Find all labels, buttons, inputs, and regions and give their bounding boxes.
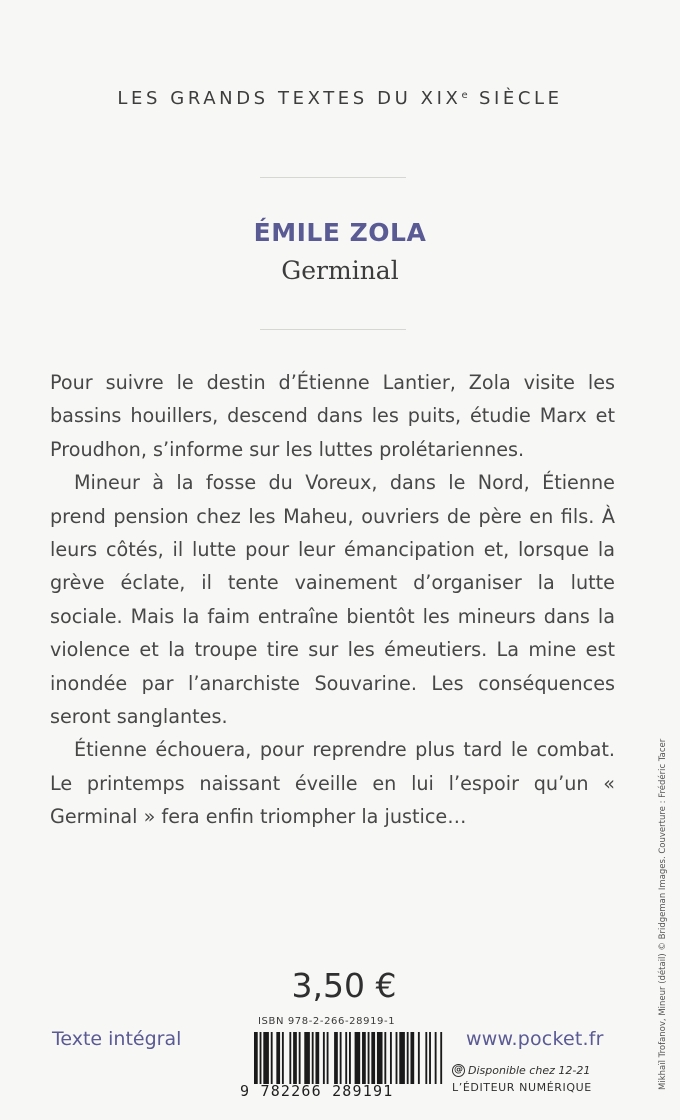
barcode xyxy=(254,1032,444,1084)
barcode-bar xyxy=(418,1032,420,1084)
series-title-text-after: SIÈCLE xyxy=(478,88,563,109)
publisher-website[interactable]: www.pocket.fr xyxy=(466,1028,604,1050)
barcode-bar xyxy=(345,1032,347,1084)
isbn: ISBN 978-2-266-28919-1 xyxy=(258,1016,396,1027)
barcode-bar xyxy=(362,1032,366,1084)
cover-credit: Mikhaïl Trofanov, Mineur (détail) © Bridgeman Images. Couverture : Frédéric Tacer xyxy=(658,738,668,1090)
barcode-bar xyxy=(334,1032,338,1084)
barcode-bar xyxy=(371,1032,375,1084)
series-title xyxy=(0,88,680,109)
blurb xyxy=(50,366,615,834)
barcode-bar xyxy=(355,1032,361,1084)
barcode-bar xyxy=(407,1032,409,1084)
barcode-bar xyxy=(299,1032,301,1084)
barcode-bar xyxy=(312,1032,314,1084)
blurb-paragraph-3: Étienne échouera, pour reprendre plus tard le combat. Le printemps naissant éveille en lui l’espoir qu’un « Germinal » fera enfin triompher la justice… xyxy=(50,738,615,829)
barcode-bars xyxy=(254,1032,444,1084)
barcode-bar xyxy=(390,1032,392,1084)
barcode-bar xyxy=(384,1032,386,1084)
barcode-bar xyxy=(254,1032,258,1084)
barcode-bar xyxy=(410,1032,414,1084)
barcode-bar xyxy=(396,1032,398,1084)
barcode-bar xyxy=(368,1032,370,1084)
barcode-bar xyxy=(276,1032,280,1084)
barcode-bar xyxy=(399,1032,405,1084)
barcode-bar xyxy=(429,1032,431,1084)
barcode-digits: 9 782266 289191 xyxy=(240,1082,394,1100)
barcode-bar xyxy=(260,1032,262,1084)
book-title: Germinal xyxy=(281,256,399,285)
barcode-bar xyxy=(349,1032,351,1084)
barcode-bar xyxy=(323,1032,325,1084)
digital-edition-availability: Disponible chez 12-21 xyxy=(468,1064,591,1077)
price: 3,50 € xyxy=(291,966,397,1005)
digital-edition-publisher: L’ÉDITEUR NUMÉRIQUE xyxy=(452,1081,592,1094)
barcode-bar xyxy=(440,1032,442,1084)
barcode-bar xyxy=(271,1032,273,1084)
barcode-bar xyxy=(315,1032,319,1084)
digital-edition-line-1 xyxy=(452,1064,622,1077)
divider-top xyxy=(260,177,406,178)
blurb-paragraph-1: Pour suivre le destin d’Étienne Lantier, Zola visite les bassins houillers, descend dans les puits, étudie Marx et Proudhon, s’informe sur les luttes prolétariennes. xyxy=(50,371,615,461)
at-sign-icon: @ xyxy=(454,1065,463,1075)
barcode-bar xyxy=(340,1032,342,1084)
digital-edition-note xyxy=(452,1064,622,1094)
series-title-superscript: e xyxy=(461,90,468,101)
barcode-bar xyxy=(304,1032,310,1084)
series-title-text: LES GRANDS TEXTES DU XIX xyxy=(117,88,462,109)
author-name: ÉMILE ZOLA xyxy=(253,218,427,247)
divider-bottom xyxy=(260,329,406,330)
blurb-paragraph-2: Mineur à la fosse du Voreux, dans le Nord, Étienne prend pension chez les Maheu, ouvriers de père en fils. À leurs côtés, il lutte pour leur émancipation et, lorsque la grève éclate, il tente vainement d’organiser la lutte sociale. Mais la faim entraîne bientôt les mineurs dans la violence et la troupe tire sur les émeutiers. La mine est inondée par l’anarchiste Souvarine. Les conséquences seront sanglantes. xyxy=(50,471,615,729)
barcode-bar xyxy=(425,1032,427,1084)
barcode-bar xyxy=(289,1032,291,1084)
barcode-bar xyxy=(377,1032,383,1084)
barcode-bar xyxy=(293,1032,297,1084)
barcode-bar xyxy=(435,1032,437,1084)
barcode-bar xyxy=(327,1032,329,1084)
barcode-bar xyxy=(282,1032,284,1084)
integral-text-label: Texte intégral xyxy=(52,1028,182,1050)
barcode-bar xyxy=(263,1032,269,1084)
